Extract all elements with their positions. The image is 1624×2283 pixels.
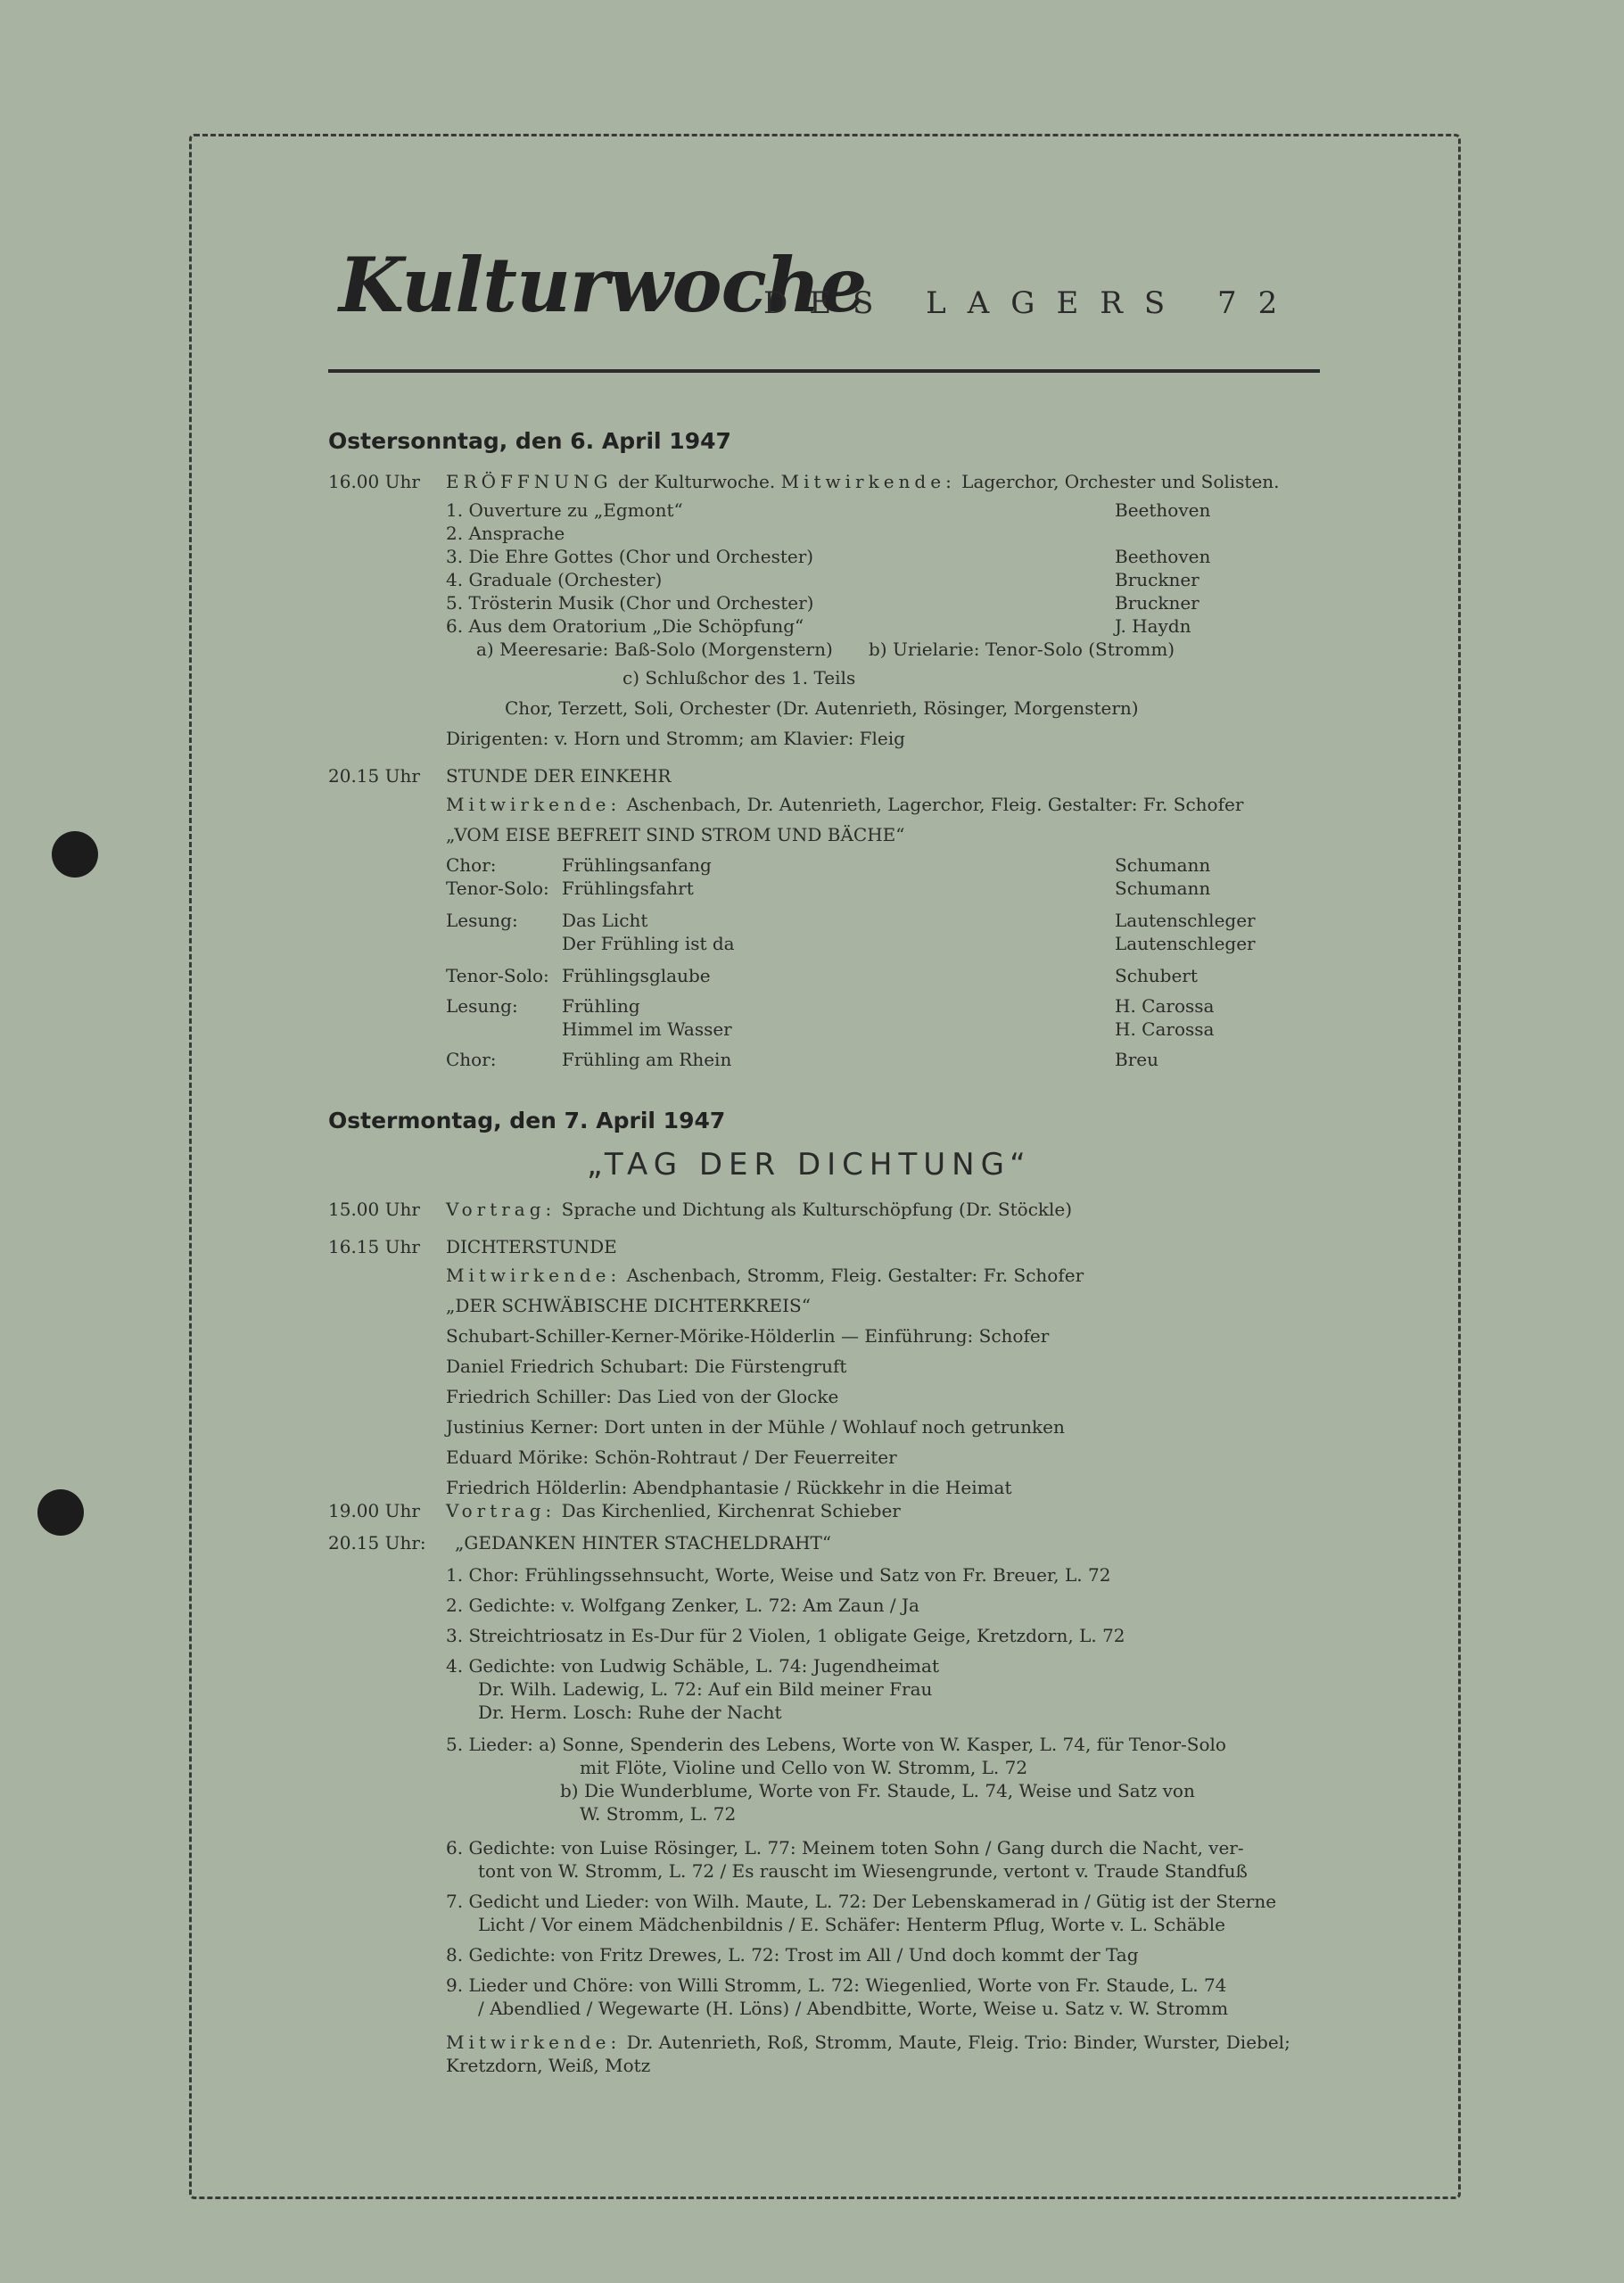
day-heading-2: Ostermontag, den 7. April 1947 bbox=[328, 1108, 726, 1133]
program-item: 8. Gedichte: von Fritz Drewes, L. 72: Trost im All / Und doch kommt der Tag bbox=[446, 1944, 1139, 1966]
program-item: b) Die Wunderblume, Worte von Fr. Staude, L. 74, Weise und Satz von bbox=[560, 1780, 1195, 1801]
performers: Chor, Terzett, Soli, Orchester (Dr. Autenrieth, Rösinger, Morgenstern) bbox=[505, 697, 1139, 719]
page-subtitle: DES LAGERS 72 bbox=[763, 285, 1299, 321]
composer: Beethoven bbox=[1115, 499, 1211, 521]
poetry-line: Schubart-Schiller-Kerner-Mörike-Hölderlin — Einführung: Schofer bbox=[446, 1325, 1050, 1347]
composer: Beethoven bbox=[1115, 546, 1211, 567]
poetry-line: Friedrich Schiller: Das Lied von der Glocke bbox=[446, 1386, 839, 1407]
program-item: 2. Ansprache bbox=[446, 523, 565, 544]
punch-hole-bottom bbox=[37, 1489, 84, 1536]
participants-continued: Kretzdorn, Weiß, Motz bbox=[446, 2055, 651, 2076]
program-content bbox=[328, 241, 1327, 2076]
composer: Bruckner bbox=[1115, 592, 1199, 614]
row-title: Frühling am Rhein bbox=[562, 1049, 732, 1070]
poetry-line: Daniel Friedrich Schubart: Die Fürstengruft bbox=[446, 1356, 847, 1377]
conductors: Dirigenten: v. Horn und Stromm; am Klavier: Fleig bbox=[446, 728, 905, 749]
event-title: „GEDANKEN HINTER STACHELDRAHT“ bbox=[455, 1532, 832, 1554]
participants: Mitwirkende: Aschenbach, Dr. Autenrieth, Lagerchor, Fleig. Gestalter: Fr. Schofer bbox=[446, 794, 1244, 815]
composer: Schumann bbox=[1115, 878, 1211, 899]
row-label: Chor: bbox=[446, 1049, 497, 1070]
program-item: 1. Ouverture zu „Egmont“ bbox=[446, 499, 683, 521]
composer: Lautenschleger bbox=[1115, 933, 1256, 954]
program-item: 4. Graduale (Orchester) bbox=[446, 569, 663, 590]
sub-item: b) Urielarie: Tenor-Solo (Stromm) bbox=[869, 639, 1175, 660]
program-item: 2. Gedichte: v. Wolfgang Zenker, L. 72: Am Zaun / Ja bbox=[446, 1595, 919, 1616]
participants: Mitwirkende: Dr. Autenrieth, Roß, Stromm, Maute, Fleig. Trio: Binder, Wurster, Diebel; bbox=[446, 2032, 1290, 2053]
row-label: Lesung: bbox=[446, 995, 518, 1017]
punch-hole-top bbox=[52, 831, 98, 878]
sub-item: a) Meeresarie: Baß-Solo (Morgenstern) bbox=[476, 639, 833, 660]
row-title: Das Licht bbox=[562, 910, 648, 931]
composer: Schubert bbox=[1115, 965, 1198, 986]
event-time: 15.00 Uhr bbox=[328, 1199, 420, 1220]
lecture: Vortrag: Sprache und Dichtung als Kulturschöpfung (Dr. Stöckle) bbox=[446, 1199, 1073, 1220]
poetry-line: „DER SCHWÄBISCHE DICHTERKREIS“ bbox=[446, 1295, 811, 1316]
event-time: 20.15 Uhr bbox=[328, 765, 420, 787]
program-item: 1. Chor: Frühlingssehnsucht, Worte, Weise und Satz von Fr. Breuer, L. 72 bbox=[446, 1564, 1111, 1586]
program-item: 6. Gedichte: von Luise Rösinger, L. 77: Meinem toten Sohn / Gang durch die Nacht, ver- bbox=[446, 1837, 1244, 1859]
lecture: Vortrag: Das Kirchenlied, Kirchenrat Schieber bbox=[446, 1500, 901, 1521]
composer: Bruckner bbox=[1115, 569, 1199, 590]
motto: „VOM EISE BEFREIT SIND STROM UND BÄCHE“ bbox=[446, 824, 905, 845]
event-time: 20.15 Uhr: bbox=[328, 1532, 426, 1554]
program-item: W. Stromm, L. 72 bbox=[580, 1803, 737, 1825]
composer: Breu bbox=[1115, 1049, 1158, 1070]
composer: J. Haydn bbox=[1115, 615, 1191, 637]
day-heading-1: Ostersonntag, den 6. April 1947 bbox=[328, 428, 731, 454]
row-label: Tenor-Solo: bbox=[446, 878, 549, 899]
program-item: 6. Aus dem Oratorium „Die Schöpfung“ bbox=[446, 615, 804, 637]
row-title: Frühlingsfahrt bbox=[562, 878, 694, 899]
row-title: Himmel im Wasser bbox=[562, 1018, 732, 1040]
program-item: Dr. Wilh. Ladewig, L. 72: Auf ein Bild meiner Frau bbox=[478, 1678, 933, 1700]
event-title: STUNDE DER EINKEHR bbox=[446, 765, 672, 787]
program-item: 4. Gedichte: von Ludwig Schäble, L. 74: Jugendheimat bbox=[446, 1655, 939, 1677]
poetry-line: Eduard Mörike: Schön-Rohtraut / Der Feuerreiter bbox=[446, 1446, 897, 1468]
event-time: 19.00 Uhr bbox=[328, 1500, 420, 1521]
title-row bbox=[328, 241, 1327, 348]
row-title: Frühling bbox=[562, 995, 640, 1017]
composer: Lautenschleger bbox=[1115, 910, 1256, 931]
program-item: 3. Streichtriosatz in Es-Dur für 2 Violen, 1 obligate Geige, Kretzdorn, L. 72 bbox=[446, 1625, 1125, 1646]
program-item: Licht / Vor einem Mädchenbildnis / E. Schäfer: Henterm Pflug, Worte v. L. Schäble bbox=[478, 1914, 1225, 1935]
page-title: Kulturwoche bbox=[339, 241, 867, 329]
row-title: Frühlingsglaube bbox=[562, 965, 711, 986]
event-time: 16.15 Uhr bbox=[328, 1236, 420, 1257]
composer: H. Carossa bbox=[1115, 1018, 1215, 1040]
program-item: 9. Lieder und Chöre: von Willi Stromm, L. 72: Wiegenlied, Worte von Fr. Staude, L. 74 bbox=[446, 1974, 1227, 1996]
program-item: tont von W. Stromm, L. 72 / Es rauscht im Wiesengrunde, vertont v. Traude Standfuß bbox=[478, 1860, 1248, 1882]
program-item: mit Flöte, Violine und Cello von W. Stromm, L. 72 bbox=[580, 1757, 1028, 1778]
program-item: Dr. Herm. Losch: Ruhe der Nacht bbox=[478, 1702, 782, 1723]
title-rule bbox=[328, 369, 1320, 373]
poetry-line: Justinius Kerner: Dort unten in der Mühle / Wohlauf noch getrunken bbox=[446, 1416, 1065, 1438]
event-intro: ERÖFFNUNG der Kulturwoche. Mitwirkende: Lagerchor, Orchester und Solisten. bbox=[446, 471, 1280, 492]
row-label: Chor: bbox=[446, 854, 497, 876]
participants: Mitwirkende: Aschenbach, Stromm, Fleig. Gestalter: Fr. Schofer bbox=[446, 1265, 1084, 1286]
row-label: Lesung: bbox=[446, 910, 518, 931]
program-item: 3. Die Ehre Gottes (Chor und Orchester) bbox=[446, 546, 814, 567]
sub-item: c) Schlußchor des 1. Teils bbox=[622, 667, 856, 688]
program-item: / Abendlied / Wegewarte (H. Löns) / Abendbitte, Worte, Weise u. Satz v. W. Stromm bbox=[478, 1998, 1229, 2019]
composer: Schumann bbox=[1115, 854, 1211, 876]
day-banner: „TAG DER DICHTUNG“ bbox=[587, 1147, 1032, 1183]
program-item: 7. Gedicht und Lieder: von Wilh. Maute, L. 72: Der Lebenskamerad in / Gütig ist der Sterne bbox=[446, 1891, 1277, 1912]
event-time: 16.00 Uhr bbox=[328, 471, 420, 492]
row-title: Der Frühling ist da bbox=[562, 933, 735, 954]
poetry-line: Friedrich Hölderlin: Abendphantasie / Rückkehr in die Heimat bbox=[446, 1477, 1012, 1498]
row-title: Frühlingsanfang bbox=[562, 854, 712, 876]
composer: H. Carossa bbox=[1115, 995, 1215, 1017]
program-item: 5. Trösterin Musik (Chor und Orchester) bbox=[446, 592, 814, 614]
event-title: DICHTERSTUNDE bbox=[446, 1236, 617, 1257]
program-item: 5. Lieder: a) Sonne, Spenderin des Lebens, Worte von W. Kasper, L. 74, für Tenor-Solo bbox=[446, 1734, 1226, 1755]
row-label: Tenor-Solo: bbox=[446, 965, 549, 986]
